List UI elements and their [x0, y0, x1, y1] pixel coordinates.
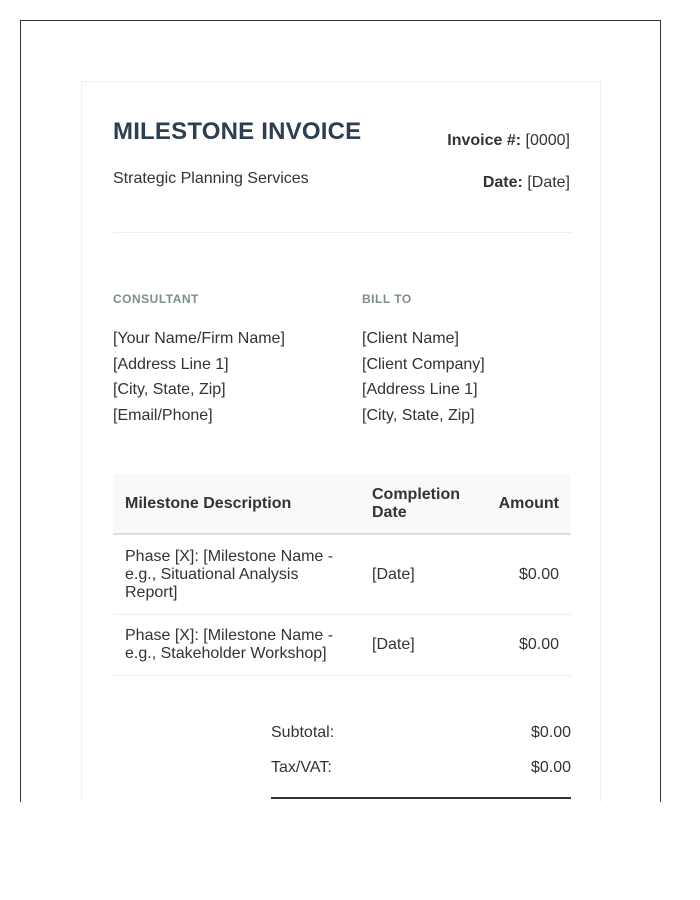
invoice-date — [483, 174, 570, 192]
invoice-number-label: Invoice #: — [447, 132, 522, 149]
consultant-heading: CONSULTANT — [113, 292, 199, 306]
consultant-line: [Address Line 1] — [113, 355, 229, 373]
tax-value: $0.00 — [530, 759, 571, 776]
header-divider — [113, 232, 571, 233]
invoice-subtitle: Strategic Planning Services — [113, 170, 309, 187]
bill-to-line: [City, State, Zip] — [362, 407, 475, 425]
milestone-description: Phase [X]: [Milestone Name - e.g., Stakeholder Workshop] — [113, 615, 360, 676]
tax-label: Tax/VAT: — [271, 759, 332, 776]
consultant-line: [Email/Phone] — [113, 407, 213, 425]
invoice-date-label: Date: — [482, 174, 523, 191]
invoice-number-value: [0000] — [525, 132, 570, 149]
column-header-amount: Amount — [480, 474, 571, 534]
milestone-date: [Date] — [360, 615, 480, 676]
column-header-description: Milestone Description — [113, 474, 360, 534]
column-header-completion-date: Completion Date — [360, 474, 480, 534]
table-row — [113, 615, 571, 676]
subtotal-row — [271, 724, 571, 744]
invoice-number — [447, 132, 570, 150]
bill-to-line: [Address Line 1] — [362, 381, 478, 399]
milestone-table — [113, 474, 571, 676]
bill-to-details — [362, 326, 485, 429]
subtotal-label: Subtotal: — [271, 724, 335, 741]
bill-to-heading: BILL TO — [362, 292, 412, 306]
bill-to-line: [Client Name] — [362, 330, 459, 347]
table-row — [113, 534, 571, 615]
invoice-card — [81, 81, 601, 802]
tax-row — [271, 759, 571, 779]
milestone-description: Phase [X]: [Milestone Name - e.g., Situational Analysis Report] — [113, 534, 360, 615]
page-frame — [20, 20, 661, 802]
invoice-title: MILESTONE INVOICE — [113, 118, 362, 145]
totals-divider — [271, 797, 571, 799]
bill-to-line: [Client Company] — [362, 355, 485, 373]
consultant-line: [Your Name/Firm Name] — [113, 330, 285, 347]
milestone-amount: $0.00 — [480, 615, 571, 676]
consultant-details — [113, 326, 285, 429]
consultant-line: [City, State, Zip] — [113, 381, 226, 399]
milestone-date: [Date] — [360, 534, 480, 615]
table-header-row — [113, 474, 571, 534]
milestone-amount: $0.00 — [480, 534, 571, 615]
subtotal-value: $0.00 — [530, 724, 571, 741]
invoice-date-value: [Date] — [527, 174, 570, 191]
